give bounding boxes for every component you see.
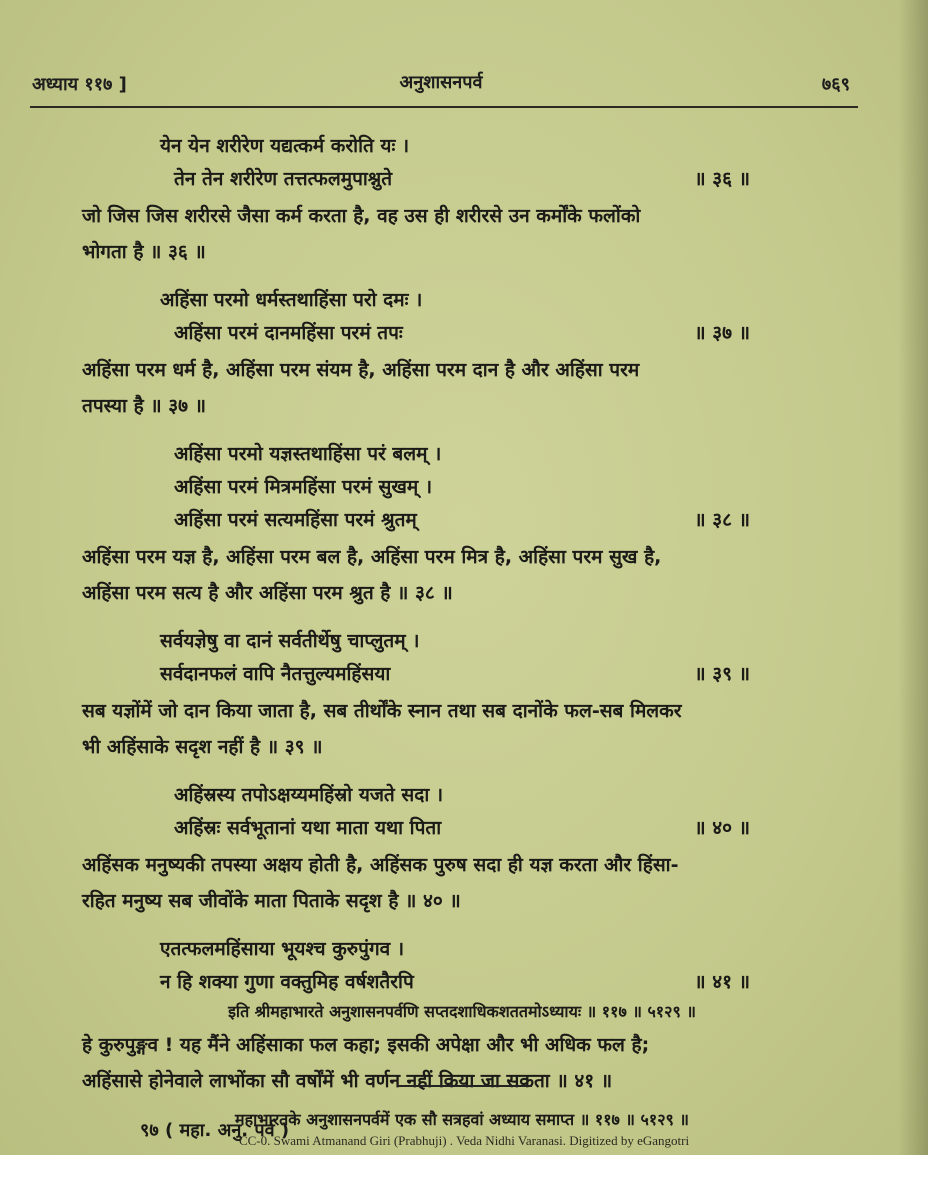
hindi-translation: अहिंसक मनुष्यकी तपस्या अक्षय होती है, अहिंसक पुरुष सदा ही यज्ञ करता और हिंसा- रहित मनुष्य सब जीवोंके माता पिताके सदृश है ॥ ४० ॥ <box>82 854 679 912</box>
verse-line <box>82 623 842 656</box>
sanskrit-line: न हि शक्या गुणा वक्तुमिह वर्षशतैरपि <box>160 971 414 993</box>
hindi-translation: अहिंसा परम यज्ञ है, अहिंसा परम बल है, अहिंसा परम मित्र है, अहिंसा परम सुख है, अहिंसा परम सत्य है और अहिंसा परम श्रुत है ॥ ३८ ॥ <box>82 546 662 604</box>
signature-mark: ९७ ( महा. अनु. पर्व ) <box>140 1120 290 1141</box>
verse-line <box>82 315 842 348</box>
verse-line <box>82 656 842 689</box>
sanskrit-line: अहिंसा परमं मित्रमहिंसा परमं सुखम् । <box>174 476 433 498</box>
verse-line <box>82 436 842 469</box>
sanskrit-line: सर्वयज्ञेषु वा दानं सर्वतीर्थेषु चाप्लुतम् । <box>160 630 420 652</box>
parva-title: अनुशासनपर्व <box>399 72 483 93</box>
verse-line <box>82 282 842 315</box>
verse-number: ॥ ३६ ॥ <box>694 168 750 190</box>
sanskrit-line: एतत्फलमहिंसाया भूयश्च कुरुपुंगव । <box>160 938 405 960</box>
sanskrit-line: अहिंसा परमो यज्ञस्तथाहिंसा परं बलम् । <box>174 443 442 465</box>
sanskrit-colophon: इति श्रीमहाभारते अनुशासनपर्वणि सप्तदशाधिकशततमोऽध्यायः ॥ ११७ ॥ ५१२९ ॥ <box>228 1002 696 1021</box>
verse-number: ॥ ३७ ॥ <box>694 322 750 344</box>
hindi-translation: अहिंसा परम धर्म है, अहिंसा परम संयम है, अहिंसा परम दान है और अहिंसा परम तपस्या है ॥ ३७ ॥ <box>82 359 640 417</box>
verse-line <box>82 128 842 161</box>
digitization-credit: CC-0. Swami Atmanand Giri (Prabhuji) . Veda Nidhi Varanasi. Digitized by eGangotri <box>238 1133 690 1148</box>
verse-block-36 <box>82 128 842 270</box>
verse-number: ॥ ३८ ॥ <box>694 509 750 531</box>
end-divider <box>397 1085 532 1087</box>
sanskrit-line: सर्वदानफलं वापि नैतत्तुल्यमहिंसया <box>160 663 391 685</box>
sanskrit-line: अहिंसा परमं दानमहिंसा परमं तपः <box>174 322 403 344</box>
main-text <box>82 128 842 1135</box>
verse-number: ॥ ३९ ॥ <box>694 663 750 685</box>
verse-block-41 <box>82 931 842 1099</box>
hindi-translation: सब यज्ञोंमें जो दान किया जाता है, सब तीर्थोंके स्नान तथा सब दानोंके फल-सब मिलकर भी अहिंसाके सदृश नहीं है ॥ ३९ ॥ <box>82 700 682 758</box>
sanskrit-line: अहिंसा परमं सत्यमहिंसा परमं श्रुतम् <box>174 509 417 531</box>
verse-line <box>82 469 842 502</box>
verse-line <box>82 777 842 810</box>
verse-block-40 <box>82 777 842 919</box>
verse-line <box>82 161 842 194</box>
verse-line <box>82 931 842 964</box>
verse-line <box>82 810 842 843</box>
verse-number: ॥ ४१ ॥ <box>694 971 750 993</box>
sanskrit-line: अहिंसा परमो धर्मस्तथाहिंसा परो दमः । <box>160 289 423 311</box>
verse-block-39 <box>82 623 842 765</box>
binding-shadow <box>898 0 928 1155</box>
sanskrit-line: तेन तेन शरीरेण तत्तत्फलमुपाश्नुते <box>174 168 393 190</box>
verse-block-38 <box>82 436 842 611</box>
verse-number: ॥ ४० ॥ <box>694 817 750 839</box>
verse-block-37 <box>82 282 842 424</box>
verse-line <box>82 502 842 535</box>
sanskrit-line: अहिंस्रः सर्वभूतानां यथा माता यथा पिता <box>174 817 442 839</box>
verse-line <box>82 964 842 997</box>
sanskrit-line: येन येन शरीरेण यद्यत्कर्म करोति यः । <box>160 135 410 157</box>
hindi-translation: हे कुरुपुङ्गव ! यह मैंने अहिंसाका फल कहा; इसकी अपेक्षा और भी अधिक फल है; अहिंसासे होनेवाले लाभोंका सौ वर्षोंमें भी वर्णन नहीं किया जा सकता ॥ ४१ ॥ <box>82 1034 650 1092</box>
chapter-end-colophon: महाभारतके अनुशासनपर्वमें एक सौ सत्रहवां अध्याय समाप्त ॥ ११७ ॥ ५१२९ ॥ <box>235 1110 689 1129</box>
header-rule <box>30 106 858 108</box>
chapter-label: अध्याय ११७ ] <box>32 74 127 95</box>
hindi-translation: जो जिस जिस शरीरसे जैसा कर्म करता है, वह उस ही शरीरसे उन कर्मोंके फलोंको भोगता है ॥ ३६ ॥ <box>82 205 641 263</box>
page-number: ७६९ <box>821 74 850 95</box>
running-header <box>32 66 850 100</box>
sanskrit-line: अहिंस्रस्य तपोऽक्षय्यमहिंस्रो यजते सदा । <box>174 784 444 806</box>
